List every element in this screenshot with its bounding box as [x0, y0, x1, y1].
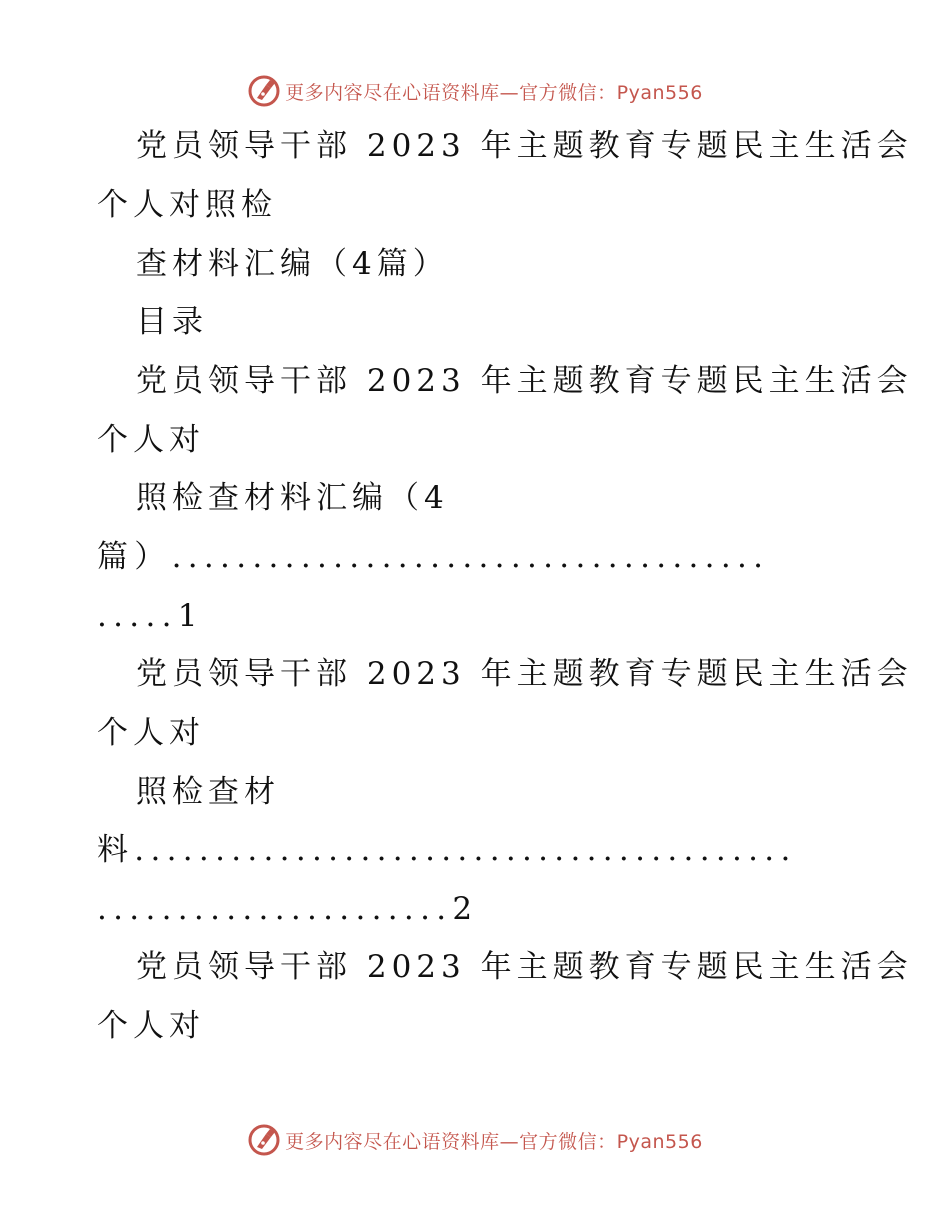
toc-entry-2-line-2: 个人对 [97, 715, 205, 751]
toc-entry-2-page: ......................2 [97, 891, 479, 927]
toc-entry-1-leader: 篇）..................................... [97, 539, 770, 575]
header-watermark [0, 71, 950, 111]
title-line-2: 个人对照检 [97, 187, 277, 223]
title-line-3: 查材料汇编（4篇） [136, 246, 449, 282]
toc-entry-1-line-1: 党员领导干部 2023 年主题教育专题民主生活会 [136, 363, 913, 399]
watermark-text: 更多内容尽在心语资料库—官方微信：Pyan556 [285, 1130, 703, 1153]
toc-entry-2-line-3: 照检查材 [136, 774, 280, 810]
watermark-text: 更多内容尽在心语资料库—官方微信：Pyan556 [285, 81, 703, 104]
pen-nib-logo-icon [247, 74, 281, 108]
toc-heading: 目录 [136, 304, 208, 340]
title-line-1: 党员领导干部 2023 年主题教育专题民主生活会 [136, 128, 913, 164]
toc-entry-2-line-1: 党员领导干部 2023 年主题教育专题民主生活会 [136, 656, 913, 692]
pen-nib-logo-icon [247, 1123, 281, 1157]
toc-entry-1-page: .....1 [97, 598, 204, 634]
toc-entry-1-line-3: 照检查材料汇编（4 [136, 480, 449, 516]
toc-entry-3-line-2: 个人对 [97, 1008, 205, 1044]
toc-entry-2-leader: 料......................................... [97, 832, 797, 868]
footer-watermark [0, 1120, 950, 1160]
toc-entry-3-line-1: 党员领导干部 2023 年主题教育专题民主生活会 [136, 949, 913, 985]
toc-entry-1-line-2: 个人对 [97, 422, 205, 458]
